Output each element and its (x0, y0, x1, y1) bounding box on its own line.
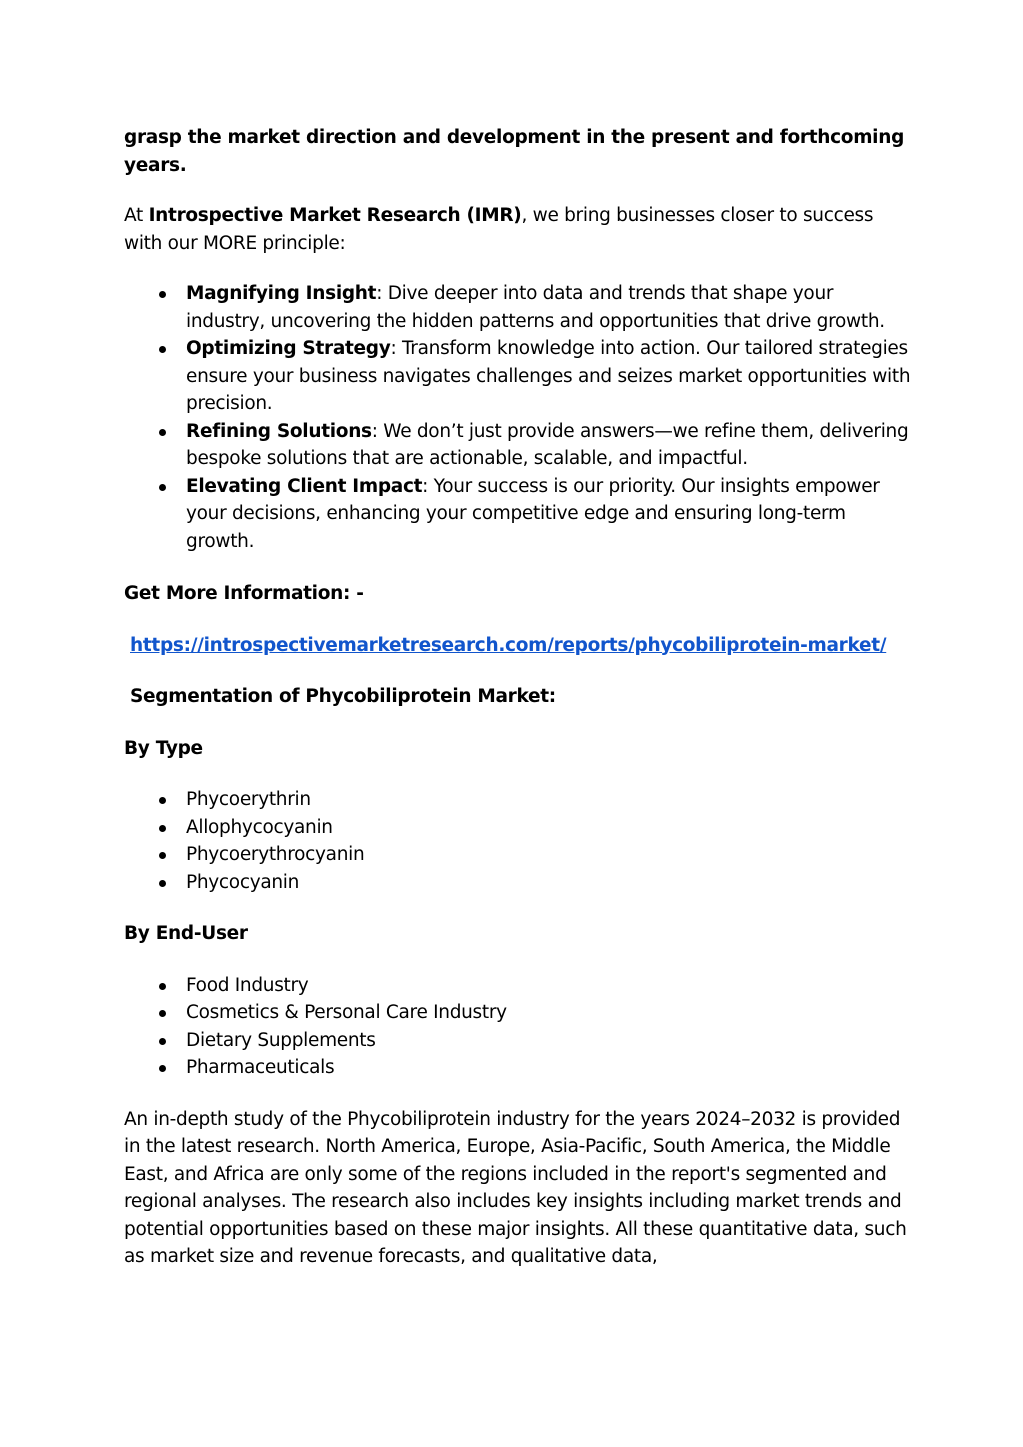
by-type-list (124, 786, 914, 896)
principle-term: Magnifying Insight (186, 283, 377, 304)
list-item (124, 335, 914, 418)
list-item-label: Allophycocyanin (186, 816, 333, 838)
list-item-label: Dietary Supplements (186, 1029, 376, 1051)
bullet-icon (159, 1010, 166, 1017)
principle-desc: : Dive deeper into data and trends that shape your industry, uncovering the hidden patterns and opportunities that drive growth. (186, 283, 885, 332)
segmentation-title: Segmentation of Phycobiliprotein Market: (130, 686, 556, 707)
more-info-label: Get More Information: - (124, 583, 364, 604)
list-item-label: Cosmetics & Personal Care Industry (186, 1002, 507, 1023)
bullet-icon (159, 825, 166, 832)
imr-prefix: At (124, 205, 149, 226)
principle-term: Optimizing Strategy (186, 338, 391, 359)
bullet-icon (159, 429, 166, 436)
principle-term: Refining Solutions (186, 420, 372, 442)
closing-paragraph: An in-depth study of the Phycobiliprotein industry for the years 2024–2032 is provided in the latest research. North America, Europe, Asia-Pacific, South America, the Middle East, and Africa are only some of the regions included in the report's segmented and regional analyses. The research also includes key insights including market trends and potential opportunities based on these major insights. All these quantitative data, such as market size and revenue forecasts, and qualitative data, (124, 1108, 907, 1267)
list-item-label: Food Industry (186, 974, 309, 996)
principle-term: Elevating Client Impact (186, 475, 423, 497)
list-item (124, 786, 914, 814)
list-item-label: Pharmaceuticals (186, 1057, 335, 1078)
bullet-icon (159, 1065, 166, 1072)
list-item (124, 841, 914, 869)
document-page (124, 124, 914, 1271)
list-item (124, 814, 914, 842)
bullet-icon (159, 484, 166, 491)
by-end-user-list (124, 972, 914, 1082)
list-item-label: Phycoerythrin (186, 789, 311, 810)
intro-paragraph: grasp the market direction and development in the present and forthcoming years. (124, 127, 905, 176)
bullet-icon (159, 291, 166, 298)
bullet-icon (159, 852, 166, 859)
imr-paragraph (124, 202, 914, 257)
list-item (124, 280, 914, 335)
list-item (124, 999, 914, 1027)
principle-desc: : Your success is our priority. Our insights empower your decisions, enhancing your competitive edge and ensuring long-term growth. (186, 475, 880, 552)
principle-desc: : We don’t just provide answers—we refine them, delivering bespoke solutions that are actionable, scalable, and impactful. (186, 420, 909, 469)
more-principles-list (124, 280, 914, 555)
imr-suffix: , we bring businesses closer to success with our MORE principle: (124, 205, 874, 254)
bullet-icon (159, 797, 166, 804)
bullet-icon (159, 880, 166, 887)
bullet-icon (159, 346, 166, 353)
by-type-heading: By Type (124, 737, 203, 759)
list-item-label: Phycoerythrocyanin (186, 844, 365, 865)
imr-company-name: Introspective Market Research (IMR) (148, 205, 522, 226)
principle-desc: : Transform knowledge into action. Our tailored strategies ensure your business navigates challenges and seizes market opportunities with precision. (186, 338, 911, 414)
report-link[interactable]: https://introspectivemarketresearch.com/reports/phycobiliprotein-market/ (130, 634, 887, 656)
bullet-icon (159, 1038, 166, 1045)
list-item (124, 972, 914, 1000)
list-item (124, 418, 914, 473)
list-item (124, 869, 914, 897)
list-item (124, 1027, 914, 1055)
list-item (124, 473, 914, 556)
bullet-icon (159, 983, 166, 990)
list-item (124, 1054, 914, 1082)
by-end-user-heading: By End-User (124, 923, 248, 944)
list-item-label: Phycocyanin (186, 871, 300, 893)
